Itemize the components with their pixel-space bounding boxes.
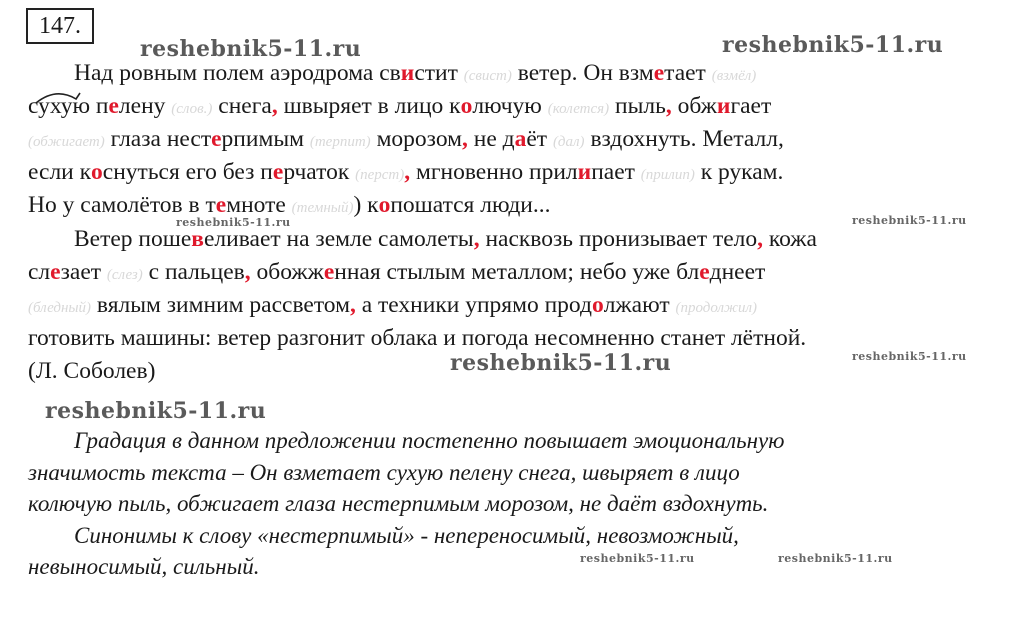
answer-line: невыносимый, сильный. (28, 554, 260, 579)
text-run: мноте (226, 192, 292, 218)
text-run: кожа (763, 226, 817, 252)
text-run: лену (118, 93, 172, 119)
text-line (28, 321, 806, 355)
text-line (28, 56, 756, 90)
text-run: Над ровным полем аэродрома св (74, 60, 401, 86)
highlighted-letter: о (460, 93, 473, 119)
text-run: не д (467, 126, 515, 152)
check-word-hint: (терпит) (309, 134, 371, 150)
text-line (28, 288, 757, 322)
highlighted-letter: , (349, 292, 356, 318)
text-line (28, 222, 817, 256)
text-run: вздохнуть. Металл, (584, 126, 784, 152)
text-run: ) к (353, 192, 379, 218)
answer-line: Синонимы к слову «нестерпимый» - непереносимый, невозможный, (74, 522, 739, 548)
highlighted-letter: , (665, 93, 672, 119)
watermark: reshebnik5-11.ru (176, 216, 291, 229)
highlighted-letter: а (514, 126, 527, 152)
highlighted-letter: , (757, 226, 764, 252)
highlighted-letter: , (462, 126, 468, 152)
watermark: reshebnik5-11.ru (45, 398, 267, 424)
text-run: сл (28, 259, 51, 285)
text-run: лжают (603, 292, 676, 318)
answer-line: Градация в данном предложении постепенно повышает эмоциональную (74, 428, 785, 453)
text-run: тает (664, 60, 712, 86)
text-run: к рукам. (694, 159, 784, 185)
check-word-hint: (обжигает) (28, 134, 105, 150)
text-run: швыряет в лицо к (277, 93, 461, 119)
watermark: reshebnik5-11.ru (140, 36, 362, 62)
highlighted-letter: е (653, 60, 665, 86)
highlighted-letter: , (244, 259, 251, 285)
highlighted-letter: е (699, 259, 710, 285)
highlighted-letter: , (404, 159, 411, 185)
text-run: пошатся люди... (390, 192, 551, 218)
text-run: обожж (250, 259, 324, 285)
watermark: reshebnik5-11.ru (450, 350, 672, 376)
text-run: гает (730, 93, 772, 119)
text-line (28, 155, 783, 189)
text-run: (Л. Соболев) (28, 358, 156, 384)
text-run: пыль (609, 93, 666, 119)
highlighted-letter: е (211, 126, 222, 152)
check-word-hint: (темный) (291, 200, 354, 216)
text-run: с пальцев (142, 259, 245, 285)
text-run: снега (212, 93, 272, 119)
highlighted-letter: е (323, 259, 335, 285)
highlighted-letter: е (215, 192, 227, 218)
highlighted-letter: е (272, 159, 284, 185)
highlighted-letter: е (50, 259, 61, 285)
check-word-hint: (дал) (552, 134, 585, 150)
check-word-hint: (слов.) (171, 101, 213, 117)
text-run: зает (60, 259, 107, 285)
answer-line: колючую пыль, обжигает глаза нестерпимым морозом, не даёт вздохнуть. (28, 491, 769, 516)
watermark: reshebnik5-11.ru (580, 552, 695, 565)
text-run: ёт (526, 126, 553, 152)
watermark: reshebnik5-11.ru (852, 214, 967, 227)
text-line (28, 122, 784, 156)
watermark: reshebnik5-11.ru (778, 552, 893, 565)
highlighted-letter: о (91, 159, 103, 185)
answer-line: значимость текста – Он взметает сухую пелену снега, швыряет в лицо (28, 459, 740, 485)
watermark: reshebnik5-11.ru (852, 350, 967, 363)
text-run: если к (28, 159, 92, 185)
text-line (28, 255, 765, 289)
check-word-hint: (бледный) (28, 300, 92, 316)
text-run: а техники упрямо прод (355, 292, 592, 318)
exercise-number: 147. (26, 8, 94, 44)
text-run: стит (414, 60, 464, 86)
watermark: reshebnik5-11.ru (722, 32, 944, 58)
check-word-hint: (слез) (106, 267, 143, 283)
text-run: насквозь пронизывает тело (479, 226, 758, 252)
text-run: рчаток (283, 159, 356, 185)
text-line (28, 89, 771, 123)
check-word-hint: (свист) (463, 68, 512, 84)
text-run: обж (671, 93, 717, 119)
check-word-hint: (колется) (547, 101, 610, 117)
check-word-hint: (продолжил) (675, 300, 758, 316)
highlighted-letter: и (716, 93, 731, 119)
text-run: снуться его без п (102, 159, 273, 185)
check-word-hint: (взмёл) (711, 68, 757, 84)
text-run: Ветер поше (74, 226, 192, 252)
text-run: лючую (472, 93, 548, 119)
highlighted-letter: е (108, 93, 119, 119)
check-word-hint: (перст) (355, 167, 405, 183)
text-run: морозом (370, 126, 463, 152)
highlighted-letter: и (400, 60, 415, 86)
highlighted-letter: и (577, 159, 592, 185)
text-run: готовить машины: ветер разгонит облака и погода несомненно станет лётной. (28, 325, 807, 351)
text-line (28, 354, 155, 388)
text-run: рпимым (221, 126, 310, 152)
highlighted-letter: , (271, 93, 278, 119)
text-line (28, 188, 551, 222)
text-run: Но у самолётов в т (28, 192, 216, 218)
text-run: ветер. Он взм (511, 60, 654, 86)
text-run: еливает на земле самолеты (204, 226, 474, 252)
highlighted-letter: в (191, 226, 204, 252)
highlighted-letter: о (378, 192, 391, 218)
text-run: нная стылым металлом; небо уже бл (334, 259, 700, 285)
text-run: глаза нест (104, 126, 212, 152)
text-run: вялым зимним рассветом (91, 292, 350, 318)
highlighted-letter: о (591, 292, 604, 318)
highlighted-letter: , (473, 226, 480, 252)
text-run: днеет (709, 259, 766, 285)
text-run: мгновенно прил (410, 159, 578, 185)
text-run: пает (591, 159, 641, 185)
text-run: сухую п (28, 93, 109, 119)
check-word-hint: (прилип) (640, 167, 695, 183)
